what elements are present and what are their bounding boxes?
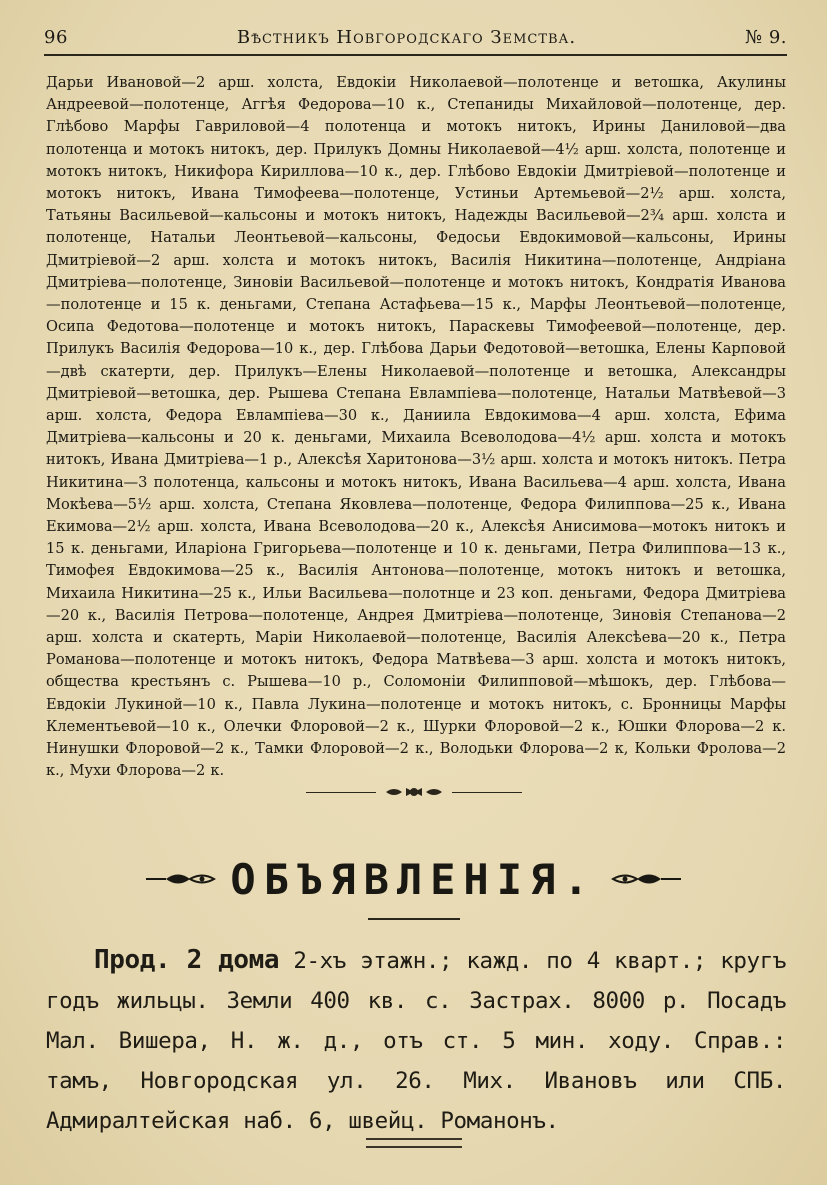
journal-title: Вѣстникъ Новгородскаго Земства. [236,26,577,48]
announcements-heading: ОБЪЯВЛЕНIЯ. [230,854,597,904]
announcements-heading-block [0,848,827,910]
floral-ornament-icon [384,782,444,802]
divider-line-right [452,792,522,793]
issue-number: № 9. [745,26,787,48]
heading-underline [368,918,460,920]
sale-advertisement [46,940,786,1141]
flourish-right-icon [611,868,681,890]
flourish-left-icon [146,868,216,890]
section-divider-ornament [0,780,827,804]
ad-text: 2-хъ этажн.; кажд. по 4 кварт.; кругъ годъ жильцы. Земли 400 кв. с. Застрах. 8000 р. Посадъ Мал. Вишера, Н. ж. д., отъ ст. 5 мин. ходу. Справ.: тамъ, Новгородская ул. 26. Мих. Ивановъ или СПБ. Адмиралтейская наб. 6, швейц. Романонъ. [46,948,786,1134]
divider-line-left [306,792,376,793]
header-rule [44,54,787,56]
bottom-double-rule [366,1138,462,1148]
ad-lead: Прод. 2 дома [94,945,280,975]
page-header [44,22,787,52]
page-number: 96 [44,26,68,48]
donation-list-text: Дарьи Ивановой—2 арш. холста, Евдокiи Николаевой—полотенце и ветошка, Акулины Андреевой—полотенце, Аггѣя Федорова—10 к., Степаниды Михайловой—полотенце, дер. Глѣбово Марфы Гавриловой—4 полотенца и мотокъ нитокъ, Ирины Даниловой—два полотенца и мотокъ нитокъ, дер. Прилукъ Домны Николаевой—4½ арш. холста, полотенце и мотокъ нитокъ, Никифора Кириллова—10 к., дер. Глѣбово Евдокiи Дмитрiевой—полотенце и мотокъ нитокъ, Ивана Тимофеева—полотенце, Устиньи Артемьевой—2½ арш. холста, Татьяны Васильевой—кальсоны и мотокъ нитокъ, Надежды Васильевой—2¾ арш. холста и полотенце, Натальи Леонтьевой—кальсоны, Федосьи Евдокимовой—кальсоны, Ирины Дмитрiевой—2 арш. холста и мотокъ нитокъ, Василiя Никитина—полотенце, Андрiана Дмитрiева—полотенце, Зиновiи Васильевой—полотенце и мотокъ нитокъ, Кондратiя Иванова—полотенце и 15 к. деньгами, Степана Астафьева—15 к., Марфы Леонтьевой—полотенце, Осипа Федотова—полотенце и мотокъ нитокъ, Параскевы Тимофеевой—полотенце, дер. Прилукъ Василiя Федорова—10 к., дер. Глѣбова Дарьи Федотовой—ветошка, Елены Карповой—двѣ скатерти, дер. Прилукъ—Елены Николаевой—полотенце и ветошка, Александры Дмитрiевой—ветошка, дер. Рышева Степана Евлампiева—полотенце, Натальи Матвѣевой—3 арш. холста, Федора Евлампiева—30 к., Даниила Евдокимова—4 арш. холста, Ефима Дмитрiева—кальсоны и 20 к. деньгами, Михаила Всеволодова—4½ арш. холста и мотокъ нитокъ, Ивана Дмитрiева—1 р., Алексѣя Харитонова—3½ арш. холста и мотокъ нитокъ. Петра Никитина—3 полотенца, кальсоны и мотокъ нитокъ, Ивана Васильева—4 арш. холста, Ивана Мокѣева—5½ арш. холста, Степана Яковлева—полотенце, Федора Филиппова—25 к., Ивана Екимова—2½ арш. холста, Ивана Всеволодова—20 к., Алексѣя Анисимова—мотокъ нитокъ и 15 к. деньгами, Иларiона Григорьева—полотенце и 10 к. деньгами, Петра Филиппова—13 к., Тимофея Евдокимова—25 к., Василiя Антонова—полотенце, мотокъ нитокъ и ветошка, Михаила Никитина—25 к., Ильи Васильева—полотнце и 23 коп. деньгами, Федора Дмитрiева—20 к., Василiя Петрова—полотенце, Андрея Дмитрiева—полотенце, Зиновiя Степанова—2 арш. холста и скатерть, Марiи Николаевой—полотенце, Василiя Алексѣева—20 к., Петра Романова—полотенце и мотокъ нитокъ, Федора Матвѣева—3 арш. холста и мотокъ нитокъ, общества крестьянъ с. Рышева—10 р., Соломонiи Филипповой—мѣшокъ, дер. Глѣбова—Евдокiи Лукиной—10 к., Павла Лукина—полотенце и мотокъ нитокъ, с. Бронницы Марфы Клементьевой—10 к., Олечки Флоровой—2 к., Шурки Флоровой—2 к., Юшки Флорова—2 к. Нинушки Флоровой—2 к., Тамки Флоровой—2 к., Володьки Флорова—2 к, Кольки Фролова—2 к., Мухи Флорова—2 к. [46,74,786,780]
